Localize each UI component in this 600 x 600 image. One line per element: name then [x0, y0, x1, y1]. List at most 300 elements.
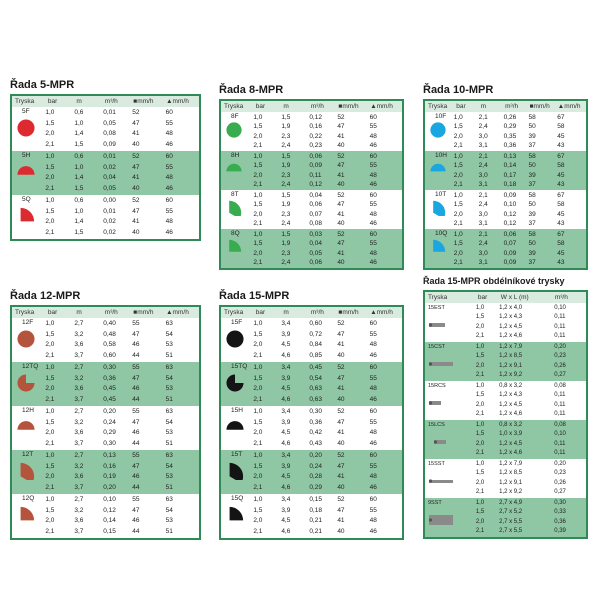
- table-cell: 1,0: [475, 305, 485, 311]
- table-cell: 1,5: [281, 153, 291, 160]
- table-cell: 48: [369, 249, 377, 257]
- table-cell: 1,0: [253, 192, 263, 199]
- table-cell: 50: [528, 162, 536, 170]
- table-cell: 41: [337, 171, 345, 179]
- table-cell: 0,11: [554, 410, 566, 417]
- nozzle-group: [221, 151, 402, 190]
- table-row: [425, 527, 586, 536]
- table-cell: 47: [132, 330, 140, 338]
- table-cell: 2,0: [253, 132, 263, 140]
- table-row: [221, 161, 402, 170]
- strip-wide-icon: [428, 514, 454, 526]
- table-cell: 0,20: [103, 408, 116, 415]
- table-cell: 2,1: [478, 192, 488, 199]
- row-spacer: [12, 228, 45, 239]
- strip-side-icon: [428, 475, 454, 487]
- nozzle-group: [425, 229, 586, 268]
- table-cell: 44: [132, 395, 140, 403]
- table-cell: 46: [369, 351, 377, 359]
- table-cell: 0,15: [103, 527, 116, 535]
- table-row: [221, 340, 402, 351]
- table-cell: 51: [165, 483, 173, 491]
- column-header: m: [283, 309, 289, 316]
- full-circle-icon: [226, 330, 244, 348]
- table-cell: 47: [337, 201, 345, 209]
- table-cell: 0,72: [309, 330, 322, 338]
- table-cell: 50: [528, 201, 536, 209]
- table-row: [221, 330, 402, 341]
- table-cell: 2,0: [453, 132, 463, 140]
- table-cell: 48: [369, 517, 377, 524]
- table-row: [221, 351, 402, 362]
- table-cell: 40: [337, 258, 345, 266]
- table-cell: 3,9: [281, 418, 291, 426]
- table-cell: 4,6: [281, 483, 291, 491]
- nozzle-code: 12F: [22, 319, 34, 326]
- table-cell: 52: [132, 109, 140, 116]
- table-cell: 1,0: [253, 496, 263, 503]
- table-cell: 0,60: [103, 351, 116, 359]
- third-circle-icon: [17, 462, 35, 480]
- table-cell: 50: [528, 123, 536, 131]
- strip-corner-left-icon: [428, 436, 454, 448]
- table-cell: 40: [337, 395, 345, 403]
- table-cell: 55: [132, 364, 140, 371]
- table-cell: 48: [369, 385, 377, 392]
- table-cell: 0,09: [503, 258, 517, 266]
- table-cell: 0,26: [554, 479, 566, 486]
- table-cell: 2,1: [253, 439, 263, 447]
- table-cell: 3,7: [74, 483, 84, 491]
- table-cell: 60: [369, 153, 377, 160]
- table-cell: 40: [337, 527, 345, 535]
- table-cell: 1,2 x 8,5: [499, 353, 523, 360]
- table-cell: 1,2 x 9,1: [499, 479, 523, 486]
- table-cell: 47: [132, 119, 140, 127]
- table-cell: 0,29: [309, 483, 322, 491]
- column-header: ■mm/h: [338, 309, 359, 316]
- table-cell: 2,0: [253, 429, 263, 436]
- table-cell: 45: [557, 210, 565, 218]
- table-row: [221, 258, 402, 267]
- column-header: Tryska: [224, 103, 244, 110]
- table-cell: 3,6: [74, 517, 84, 524]
- series-table: [10, 94, 201, 241]
- table-cell: 0,27: [554, 371, 566, 378]
- row-spacer: [425, 527, 476, 536]
- series-title: Řada 5-MPR: [10, 79, 75, 91]
- table-cell: 46: [369, 180, 377, 188]
- table-cell: 41: [337, 473, 345, 480]
- table-cell: 55: [132, 496, 140, 503]
- table-cell: 46: [132, 517, 140, 524]
- table-row: [12, 173, 199, 184]
- table-cell: 3,0: [478, 171, 488, 179]
- table-cell: 0,48: [103, 330, 116, 338]
- table-cell: 1,4: [74, 130, 84, 137]
- table-cell: 0,30: [554, 500, 566, 506]
- table-cell: 58: [528, 192, 536, 199]
- table-cell: 0,08: [554, 383, 566, 389]
- series-table: [10, 305, 201, 540]
- table-cell: 2,0: [45, 473, 55, 480]
- table-cell: 2,1: [453, 180, 463, 188]
- table-header: [12, 307, 199, 318]
- nozzle-code: 12H: [22, 407, 34, 414]
- table-cell: 1,0: [475, 422, 485, 428]
- table-cell: 2,1: [45, 228, 55, 236]
- table-cell: 0,17: [503, 171, 517, 179]
- table-row: [221, 418, 402, 429]
- nozzle-group: [12, 494, 199, 538]
- table-cell: 0,54: [309, 374, 322, 382]
- table-cell: 55: [369, 462, 377, 470]
- table-cell: 51: [165, 351, 173, 359]
- table-cell: 0,10: [103, 496, 116, 503]
- table-row: [12, 527, 199, 538]
- table-cell: 41: [337, 341, 345, 348]
- table-row: [221, 407, 402, 418]
- column-header: m: [76, 309, 82, 316]
- table-cell: 1,5: [453, 123, 463, 131]
- table-cell: 41: [337, 517, 345, 524]
- table-row: [12, 483, 199, 494]
- table-cell: 1,0: [253, 114, 263, 121]
- table-cell: 3,4: [281, 496, 291, 503]
- table-row: [12, 196, 199, 207]
- table-cell: 53: [165, 341, 173, 348]
- table-cell: 4,6: [281, 351, 291, 359]
- table-cell: 1,2 x 4,5: [499, 323, 523, 330]
- table-cell: 2,1: [253, 351, 263, 359]
- table-cell: 0,26: [503, 114, 517, 121]
- table-cell: 0,11: [554, 449, 566, 456]
- row-spacer: [12, 439, 45, 450]
- table-row: [425, 200, 586, 209]
- column-header: ■mm/h: [529, 103, 550, 110]
- column-header: Tryska: [15, 309, 35, 316]
- table-row: [12, 516, 199, 527]
- table-header: [12, 96, 199, 107]
- table-cell: 54: [165, 462, 173, 470]
- table-row: [425, 449, 586, 458]
- table-cell: 4,5: [281, 517, 291, 524]
- table-cell: 1,2 x 4,5: [499, 440, 523, 447]
- table-cell: 37: [528, 180, 536, 188]
- table-cell: 2,0: [475, 362, 485, 369]
- table-cell: 2,1: [253, 395, 263, 403]
- table-cell: 1,0: [253, 408, 263, 415]
- table-cell: 0,45: [103, 385, 116, 392]
- table-cell: 0,06: [503, 231, 517, 238]
- table-cell: 60: [369, 452, 377, 459]
- table-cell: 1,9: [281, 123, 291, 131]
- table-cell: 3,0: [478, 249, 488, 257]
- table-cell: 1,0 x 3,9: [499, 431, 523, 438]
- table-row: [12, 451, 199, 462]
- table-cell: 60: [369, 231, 377, 238]
- table-cell: 2,1: [45, 527, 55, 535]
- table-cell: 45: [557, 249, 565, 257]
- table-row: [12, 330, 199, 341]
- table-row: [425, 258, 586, 267]
- table-cell: 60: [369, 408, 377, 415]
- table-cell: 53: [165, 517, 173, 524]
- table-cell: 2,1: [253, 180, 263, 188]
- column-header: m³/h: [505, 103, 519, 110]
- table-row: [221, 113, 402, 122]
- table-cell: 3,1: [478, 180, 488, 188]
- table-cell: 52: [337, 231, 345, 238]
- table-cell: 0,13: [103, 452, 116, 459]
- table-row: [221, 180, 402, 189]
- column-header: m³/h: [104, 309, 118, 316]
- table-cell: 47: [132, 374, 140, 382]
- table-cell: 0,09: [103, 140, 116, 148]
- table-cell: 0,11: [554, 332, 566, 339]
- table-cell: 55: [369, 418, 377, 426]
- table-cell: 54: [165, 418, 173, 426]
- table-cell: 40: [132, 228, 140, 236]
- table-cell: 2,0: [475, 518, 485, 525]
- table-cell: 1,0: [45, 320, 55, 327]
- table-cell: 2,0: [253, 249, 263, 257]
- table-cell: 0,85: [309, 351, 322, 359]
- table-cell: 0,36: [503, 141, 517, 149]
- half-circle-icon: [17, 418, 35, 436]
- table-cell: 2,4: [478, 201, 488, 209]
- row-spacer: [221, 219, 253, 228]
- table-cell: 2,0: [453, 171, 463, 179]
- table-cell: 43: [557, 258, 565, 266]
- table-cell: 2,3: [281, 132, 291, 140]
- table-cell: 1,2 x 4,6: [499, 410, 523, 417]
- table-cell: 60: [369, 192, 377, 199]
- table-row: [425, 113, 586, 122]
- table-cell: 1,5: [475, 509, 485, 516]
- column-header: m³/h: [310, 103, 324, 110]
- table-cell: 2,0: [475, 479, 485, 486]
- table-cell: 58: [557, 162, 565, 170]
- table-cell: 0,04: [103, 174, 116, 181]
- table-row: [12, 495, 199, 506]
- table-cell: 0,20: [554, 461, 566, 467]
- table-cell: 1,0: [45, 197, 55, 204]
- table-cell: 51: [165, 395, 173, 403]
- row-spacer: [12, 483, 45, 494]
- table-cell: 0,09: [503, 249, 517, 257]
- table-cell: 1,0: [45, 408, 55, 415]
- table-cell: 51: [165, 439, 173, 447]
- table-cell: 1,5: [453, 201, 463, 209]
- table-cell: 3,0: [478, 210, 488, 218]
- table-cell: 2,1: [478, 153, 488, 160]
- table-cell: 2,1: [45, 351, 55, 359]
- table-cell: 1,5: [253, 240, 263, 248]
- table-cell: 1,0: [453, 192, 463, 199]
- table-cell: 1,5: [45, 330, 55, 338]
- table-cell: 44: [132, 527, 140, 535]
- table-cell: 0,02: [103, 163, 116, 171]
- table-cell: 1,0: [453, 153, 463, 160]
- table-cell: 1,5: [253, 506, 263, 514]
- table-cell: 60: [369, 496, 377, 503]
- table-cell: 1,0: [74, 119, 84, 127]
- full-circle-icon: [17, 119, 35, 137]
- strip-end-icon: [428, 319, 454, 331]
- table-cell: 2,1: [475, 488, 485, 495]
- table-cell: 4,6: [281, 395, 291, 403]
- series-title: Řada 8-MPR: [219, 84, 284, 96]
- table-cell: 2,1: [253, 483, 263, 491]
- table-cell: 63: [165, 452, 173, 459]
- table-cell: 58: [528, 231, 536, 238]
- row-spacer: [425, 219, 454, 228]
- nozzle-group: [221, 112, 402, 151]
- table-row: [12, 439, 199, 450]
- table-row: [221, 439, 402, 450]
- table-row: [12, 140, 199, 151]
- table-cell: 44: [132, 439, 140, 447]
- table-cell: 60: [165, 197, 173, 204]
- table-cell: 48: [165, 218, 173, 225]
- table-cell: 67: [557, 153, 565, 160]
- nozzle-group: [221, 406, 402, 450]
- table-cell: 63: [165, 496, 173, 503]
- row-spacer: [425, 141, 454, 150]
- table-cell: 0,02: [103, 228, 116, 236]
- series-title: Řada 10-MPR: [423, 84, 494, 96]
- table-row: [221, 516, 402, 527]
- table-cell: 0,21: [309, 527, 322, 535]
- strip-nozzle-group: [425, 459, 586, 498]
- nozzle-group: [425, 112, 586, 151]
- table-cell: 0,01: [103, 109, 116, 116]
- table-cell: 47: [132, 163, 140, 171]
- table-cell: 0,12: [309, 114, 322, 121]
- table-cell: 0,14: [503, 162, 517, 170]
- nozzle-code: 15TQ: [231, 363, 248, 370]
- strip-corner-right-icon: [428, 397, 454, 409]
- table-row: [12, 340, 199, 351]
- table-cell: 2,1: [478, 114, 488, 121]
- table-cell: 48: [369, 429, 377, 436]
- table-cell: 2,3: [281, 171, 291, 179]
- table-row: [221, 239, 402, 248]
- table-cell: 2,7: [74, 496, 84, 503]
- table-row: [425, 249, 586, 258]
- table-cell: 1,5: [253, 201, 263, 209]
- table-cell: 48: [165, 130, 173, 137]
- table-cell: 52: [337, 153, 345, 160]
- row-spacer: [12, 395, 45, 406]
- nozzle-group: [221, 318, 402, 362]
- row-spacer: [425, 180, 454, 189]
- table-cell: 0,21: [309, 517, 322, 524]
- table-cell: 1,5: [281, 192, 291, 199]
- row-spacer: [221, 395, 253, 406]
- table-cell: 2,0: [253, 517, 263, 524]
- table-cell: 0,13: [503, 153, 517, 160]
- table-cell: 2,1: [475, 410, 485, 417]
- table-cell: 63: [165, 364, 173, 371]
- table-cell: 52: [337, 192, 345, 199]
- table-cell: 0,11: [554, 314, 566, 321]
- table-row: [221, 506, 402, 517]
- series-title: Řada 15-MPR: [219, 290, 290, 302]
- table-cell: 0,06: [309, 153, 322, 160]
- table-cell: 60: [369, 320, 377, 327]
- table-cell: 37: [528, 141, 536, 149]
- table-cell: 67: [557, 192, 565, 199]
- table-cell: 1,0: [253, 452, 263, 459]
- table-row: [12, 351, 199, 362]
- table-cell: 0,40: [103, 320, 116, 327]
- table-cell: 2,1: [45, 140, 55, 148]
- row-spacer: [425, 371, 476, 380]
- table-cell: 2,0: [253, 385, 263, 392]
- column-header: W x L (m): [500, 294, 529, 301]
- nozzle-code: 5F: [22, 108, 30, 115]
- table-cell: 0,35: [503, 132, 517, 140]
- table-cell: 2,1: [453, 219, 463, 227]
- row-spacer: [221, 439, 253, 450]
- row-spacer: [221, 180, 253, 189]
- table-cell: 1,5: [45, 119, 55, 127]
- table-cell: 0,15: [309, 496, 322, 503]
- table-cell: 0,01: [103, 153, 116, 160]
- table-cell: 43: [557, 180, 565, 188]
- table-row: [221, 141, 402, 150]
- table-cell: 52: [337, 364, 345, 371]
- table-cell: 40: [337, 141, 345, 149]
- series-title: Řada 15-MPR obdélníkové trysky: [423, 276, 565, 286]
- table-cell: 2,0: [45, 218, 55, 225]
- table-row: [221, 428, 402, 439]
- table-cell: 55: [132, 452, 140, 459]
- table-cell: 2,1: [45, 483, 55, 491]
- table-cell: 3,1: [478, 219, 488, 227]
- table-cell: 0,05: [103, 184, 116, 192]
- table-cell: 1,0: [45, 109, 55, 116]
- table-cell: 2,0: [475, 323, 485, 330]
- table-cell: 52: [337, 496, 345, 503]
- table-cell: 0,30: [103, 439, 116, 447]
- nozzle-group: [425, 151, 586, 190]
- table-cell: 2,3: [281, 210, 291, 218]
- table-cell: 3,2: [74, 330, 84, 338]
- nozzle-code: 15LCS: [428, 422, 445, 428]
- table-row: [425, 304, 586, 313]
- table-cell: 46: [132, 429, 140, 436]
- table-cell: 58: [528, 114, 536, 121]
- table-cell: 39: [528, 132, 536, 140]
- table-cell: 41: [337, 249, 345, 257]
- table-cell: 55: [369, 123, 377, 131]
- table-cell: 54: [165, 330, 173, 338]
- table-cell: 2,1: [253, 527, 263, 535]
- row-spacer: [12, 184, 45, 195]
- table-cell: 0,84: [309, 341, 322, 348]
- table-cell: 0,36: [103, 374, 116, 382]
- table-cell: 0,06: [309, 201, 322, 209]
- table-cell: 1,5: [45, 374, 55, 382]
- table-row: [12, 228, 199, 239]
- table-cell: 52: [132, 197, 140, 204]
- quarter-circle-icon: [226, 506, 244, 524]
- table-row: [12, 319, 199, 330]
- table-cell: 0,63: [309, 385, 322, 392]
